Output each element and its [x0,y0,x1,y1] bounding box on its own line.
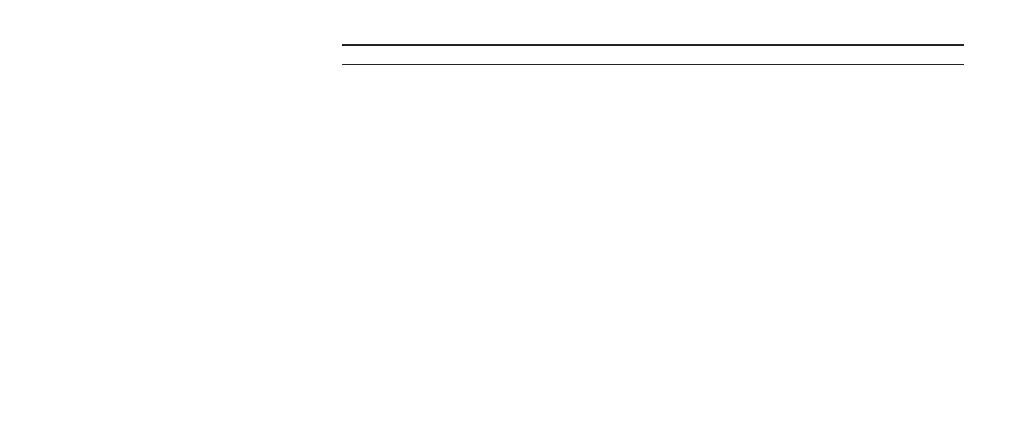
top-rule [342,44,964,46]
mid-rule [342,64,964,65]
